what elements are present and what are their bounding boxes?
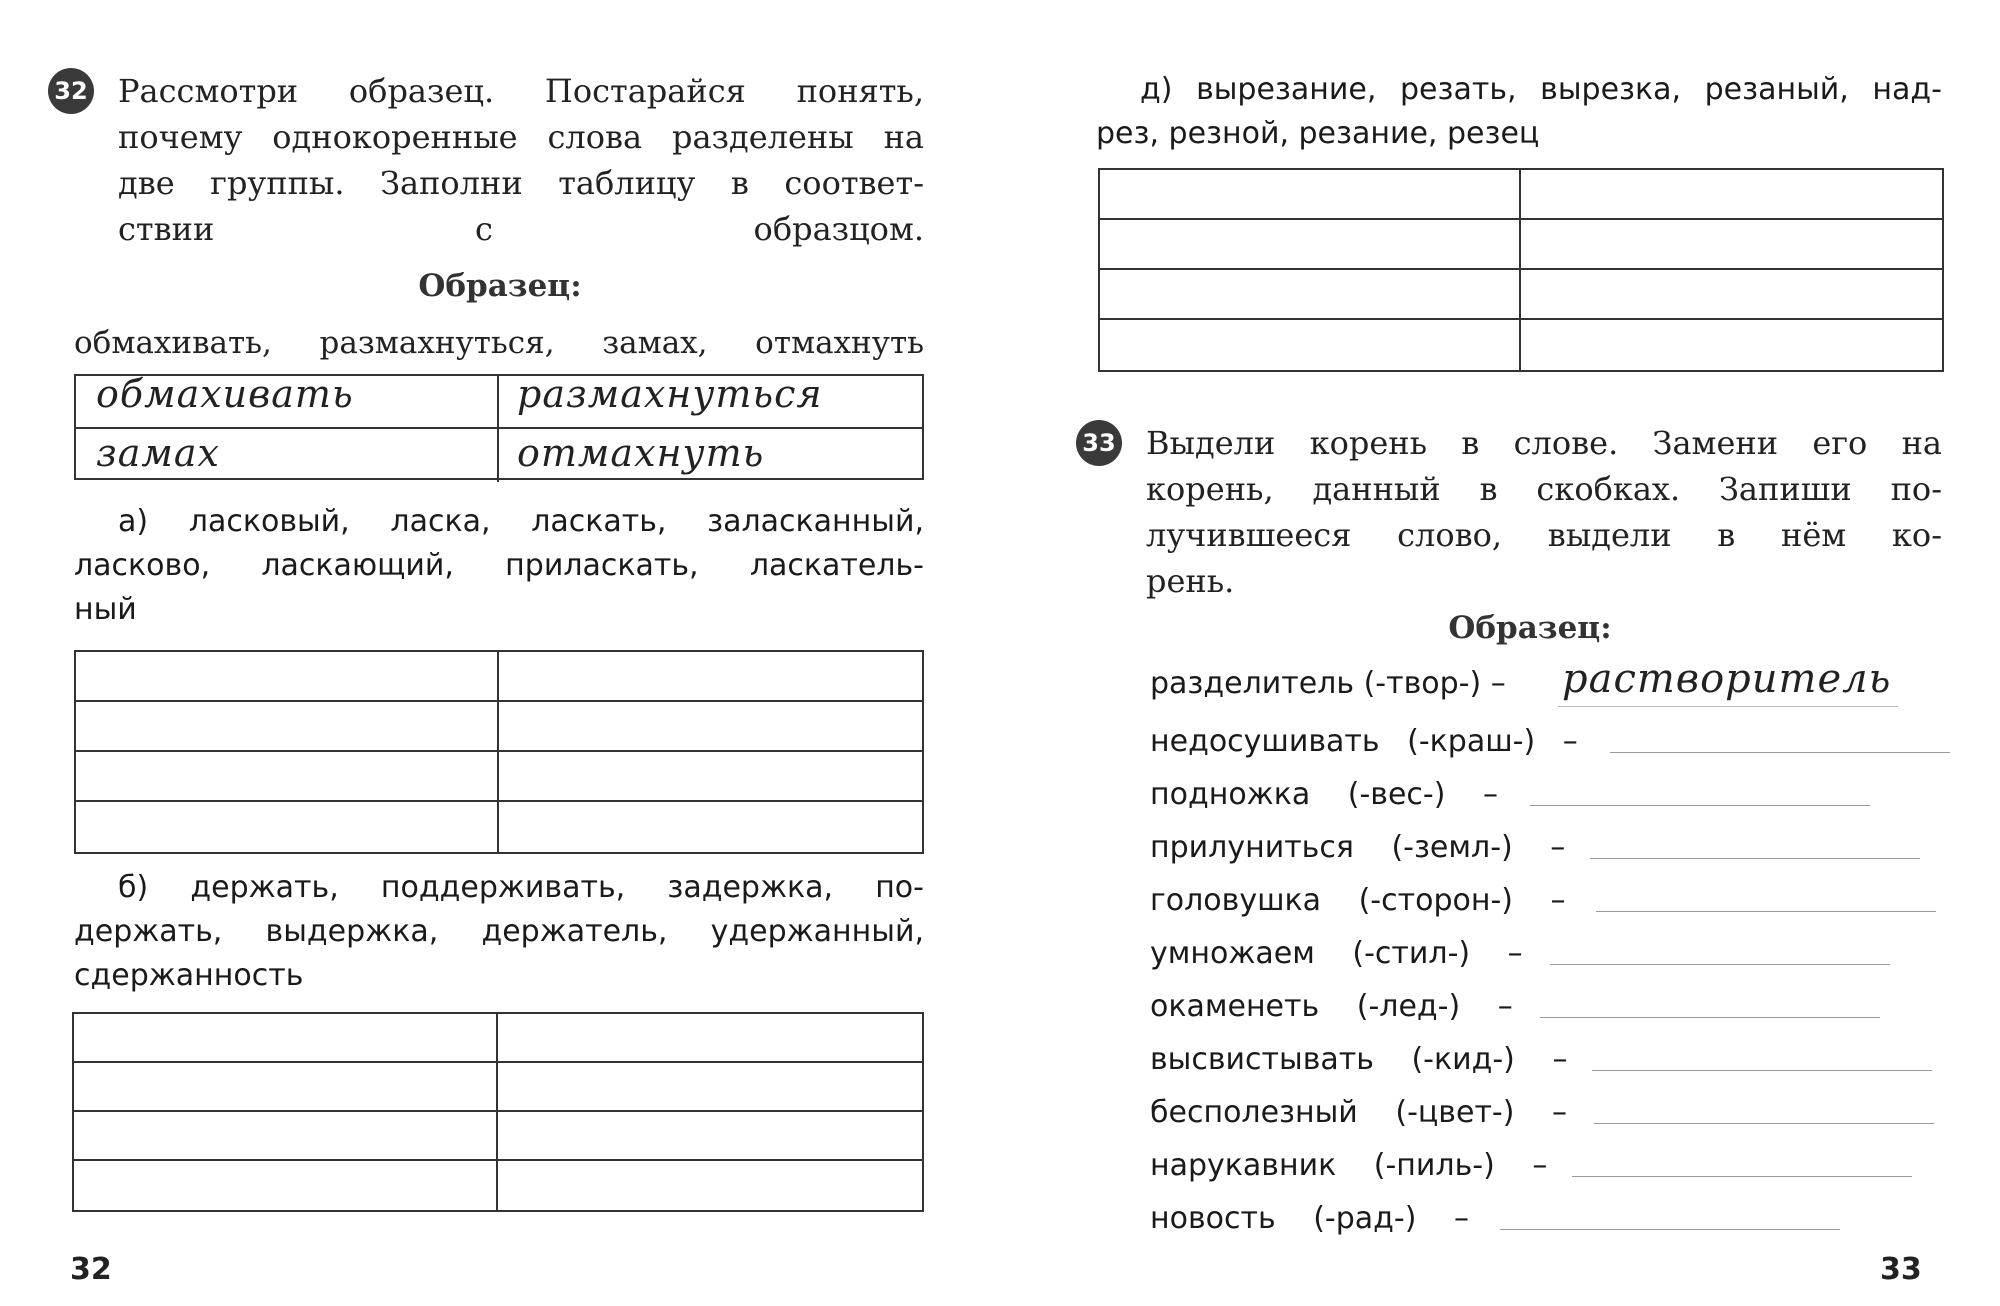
instruction-line: ствии с образцом. (118, 210, 924, 248)
sample-title: Образец: (1448, 610, 1612, 646)
task-d-text: д) вырезание, резать, вырезка, резаный, над- рез, резной, резание, резец (1096, 72, 1942, 151)
task-a-text: а) ласковый, ласка, ласкать, заласканный, ласково, ласкающий, приласкать, ласкатель- ный (74, 504, 924, 627)
instruction-line: почему однокоренные слова разделены на (118, 118, 924, 156)
instruction-line: Рассмотри образец. Постарайся понять, (118, 72, 924, 110)
right-page (1000, 0, 2000, 1306)
answer-cell[interactable] (76, 802, 499, 852)
word-row: новость (-рад-) – (1150, 1201, 1469, 1236)
handwritten-word: обмахивать (96, 372, 354, 416)
answer-cell[interactable] (499, 802, 922, 852)
answer-line[interactable] (1592, 1070, 1932, 1071)
exercise-32-instruction (118, 68, 924, 252)
sample-row (1150, 662, 1506, 706)
sample-cell (76, 372, 499, 429)
answer-line[interactable] (1500, 1229, 1840, 1230)
answer-cell[interactable] (74, 1063, 498, 1112)
answer-line[interactable] (1590, 858, 1920, 859)
handwritten-word: размахнуться (517, 372, 823, 416)
answer-cell[interactable] (499, 702, 922, 752)
sample-words: обмахивать, размахнуться, замах, отмахнуть (74, 325, 924, 361)
answer-line[interactable] (1530, 805, 1870, 806)
sample-cell (76, 429, 499, 482)
word-row: подножка (-вес-) – (1150, 777, 1499, 812)
word-row: недосушивать (-краш-) – (1150, 724, 1578, 759)
word-row: головушка (-сторон-) – (1150, 883, 1566, 918)
answer-cell[interactable] (76, 702, 499, 752)
word-row: высвистывать (-кид-) – (1150, 1042, 1568, 1077)
handwritten-answer: растворитель (1562, 656, 1892, 702)
page-number: 33 (1880, 1252, 1922, 1287)
answer-cell[interactable] (499, 752, 922, 802)
handwritten-word: отмахнуть (517, 431, 765, 475)
exercise-33-number: 33 (1076, 420, 1122, 466)
sample-answer-line (1558, 706, 1898, 707)
sample-cell (499, 429, 922, 482)
answer-cell[interactable] (498, 1161, 922, 1210)
answer-cell[interactable] (1100, 270, 1521, 320)
answer-cell[interactable] (498, 1112, 922, 1161)
answer-cell[interactable] (498, 1063, 922, 1112)
answer-cell[interactable] (499, 652, 922, 702)
answer-cell[interactable] (1521, 170, 1942, 220)
answer-line[interactable] (1540, 1017, 1880, 1018)
task-b-answer-table (72, 1012, 924, 1212)
answer-cell[interactable] (1521, 320, 1942, 370)
word-row: бесполезный (-цвет-) – (1150, 1095, 1567, 1130)
answer-cell[interactable] (76, 752, 499, 802)
word-row: окаменеть (-лед-) – (1150, 989, 1513, 1024)
answer-cell[interactable] (1521, 270, 1942, 320)
word-row: прилуниться (-земл-) – (1150, 830, 1566, 865)
handwritten-word: замах (96, 431, 220, 475)
answer-cell[interactable] (1100, 170, 1521, 220)
page-number: 32 (70, 1252, 112, 1287)
exercise-33-instruction: Выдели корень в слове. Замени его на корень, данный в скобках. Запиши по- лучившееся слово, выдели в нём ко- рень. (1146, 424, 1942, 600)
word-row: умножаем (-стил-) – (1150, 936, 1523, 971)
answer-line[interactable] (1610, 752, 1950, 753)
sample-title: Образец: (418, 268, 582, 304)
sample-cell (499, 372, 922, 429)
answer-cell[interactable] (74, 1014, 498, 1063)
answer-line[interactable] (1594, 1123, 1934, 1124)
exercise-32-number: 32 (48, 68, 94, 114)
answer-cell[interactable] (1100, 220, 1521, 270)
task-a-answer-table (74, 650, 924, 854)
answer-cell[interactable] (1100, 320, 1521, 370)
task-d-answer-table (1098, 168, 1944, 372)
instruction-line: две группы. Заполни таблицу в соответ- (118, 164, 924, 202)
answer-cell[interactable] (74, 1161, 498, 1210)
answer-cell[interactable] (1521, 220, 1942, 270)
task-b-text: б) держать, поддерживать, задержка, по- держать, выдержка, держатель, удержанный, сдержанность (74, 870, 924, 993)
answer-cell[interactable] (76, 652, 499, 702)
answer-line[interactable] (1550, 964, 1890, 965)
answer-cell[interactable] (74, 1112, 498, 1161)
sample-word: разделитель (-твор-) – (1150, 666, 1506, 701)
answer-line[interactable] (1596, 911, 1936, 912)
answer-cell[interactable] (498, 1014, 922, 1063)
answer-line[interactable] (1572, 1176, 1912, 1177)
sample-table (74, 374, 924, 480)
word-row: нарукавник (-пиль-) – (1150, 1148, 1548, 1183)
